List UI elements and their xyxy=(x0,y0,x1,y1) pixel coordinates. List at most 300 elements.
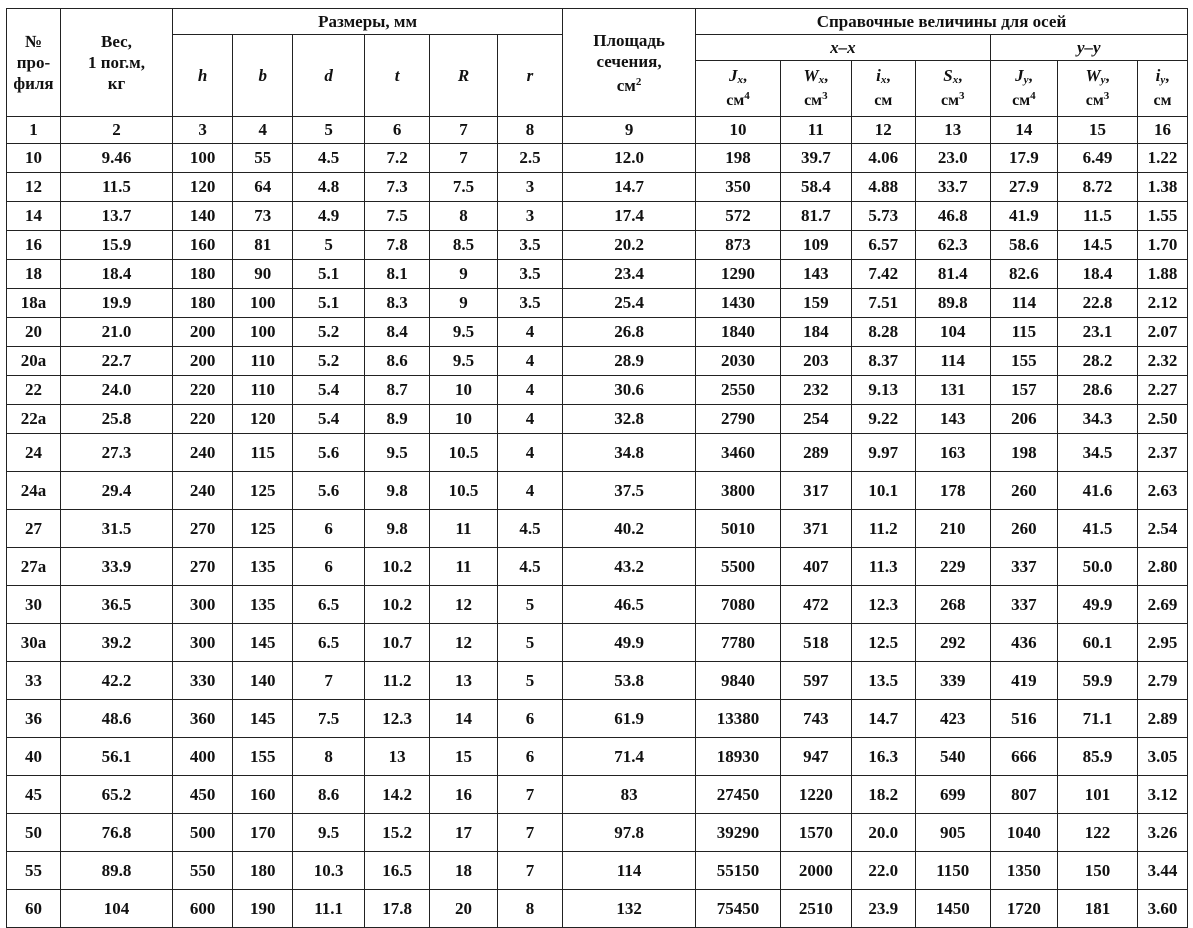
table-cell: 4 xyxy=(497,318,562,347)
table-cell: 155 xyxy=(990,347,1057,376)
table-cell: 360 xyxy=(173,700,233,738)
profile-number-cell: 18 xyxy=(7,260,61,289)
table-cell: 5010 xyxy=(695,510,780,548)
table-cell: 572 xyxy=(695,202,780,231)
table-cell: 905 xyxy=(915,814,990,852)
profile-number-cell: 24 xyxy=(7,434,61,472)
table-cell: 143 xyxy=(915,405,990,434)
table-cell: 423 xyxy=(915,700,990,738)
header-dim-r: r xyxy=(497,35,562,117)
table-cell: 4 xyxy=(497,376,562,405)
table-cell: 4.9 xyxy=(293,202,365,231)
table-cell: 46.8 xyxy=(915,202,990,231)
table-cell: 10.1 xyxy=(851,472,915,510)
table-cell: 33.9 xyxy=(60,548,172,586)
table-cell: 5.1 xyxy=(293,260,365,289)
column-number: 12 xyxy=(851,117,915,144)
table-body xyxy=(7,144,1188,928)
table-cell: 18 xyxy=(430,852,497,890)
column-number: 11 xyxy=(781,117,852,144)
header-axis-y: y–y xyxy=(990,35,1187,61)
table-cell: 75450 xyxy=(695,890,780,928)
column-number: 7 xyxy=(430,117,497,144)
table-cell: 6 xyxy=(293,510,365,548)
column-number: 2 xyxy=(60,117,172,144)
table-cell: 1430 xyxy=(695,289,780,318)
table-cell: 8.4 xyxy=(364,318,429,347)
table-cell: 8.9 xyxy=(364,405,429,434)
table-cell: 22.0 xyxy=(851,852,915,890)
table-cell: 2.80 xyxy=(1137,548,1187,586)
table-cell: 6.57 xyxy=(851,231,915,260)
table-cell: 9.5 xyxy=(364,434,429,472)
table-cell: 666 xyxy=(990,738,1057,776)
table-cell: 8.28 xyxy=(851,318,915,347)
table-cell: 3.12 xyxy=(1137,776,1187,814)
table-cell: 12 xyxy=(430,624,497,662)
profile-number-cell: 36 xyxy=(7,700,61,738)
table-cell: 85.9 xyxy=(1058,738,1138,776)
column-number: 14 xyxy=(990,117,1057,144)
table-cell: 5.73 xyxy=(851,202,915,231)
table-cell: 3800 xyxy=(695,472,780,510)
table-cell: 110 xyxy=(233,347,293,376)
profile-number-cell: 55 xyxy=(7,852,61,890)
profile-number-cell: 22 xyxy=(7,376,61,405)
table-cell: 7 xyxy=(430,144,497,173)
table-cell: 115 xyxy=(990,318,1057,347)
table-cell: 337 xyxy=(990,548,1057,586)
table-cell: 2.5 xyxy=(497,144,562,173)
table-row xyxy=(7,776,1188,814)
table-cell: 140 xyxy=(173,202,233,231)
table-row xyxy=(7,548,1188,586)
table-row xyxy=(7,586,1188,624)
table-cell: 20 xyxy=(430,890,497,928)
table-cell: 198 xyxy=(695,144,780,173)
table-cell: 4.88 xyxy=(851,173,915,202)
table-cell: 8 xyxy=(430,202,497,231)
table-cell: 83 xyxy=(563,776,696,814)
table-cell: 42.2 xyxy=(60,662,172,700)
table-cell: 159 xyxy=(781,289,852,318)
table-cell: 28.6 xyxy=(1058,376,1138,405)
table-cell: 7 xyxy=(497,852,562,890)
table-cell: 11.5 xyxy=(1058,202,1138,231)
table-cell: 947 xyxy=(781,738,852,776)
table-cell: 5.6 xyxy=(293,434,365,472)
table-cell: 11.2 xyxy=(364,662,429,700)
table-cell: 10.2 xyxy=(364,548,429,586)
table-cell: 407 xyxy=(781,548,852,586)
table-cell: 150 xyxy=(1058,852,1138,890)
table-cell: 76.8 xyxy=(60,814,172,852)
table-cell: 15.2 xyxy=(364,814,429,852)
table-cell: 26.8 xyxy=(563,318,696,347)
table-cell: 8 xyxy=(293,738,365,776)
table-cell: 7.5 xyxy=(364,202,429,231)
header-ref-iy: iy, см xyxy=(1137,61,1187,117)
table-cell: 9.8 xyxy=(364,510,429,548)
table-row xyxy=(7,700,1188,738)
table-cell: 4 xyxy=(497,434,562,472)
column-number: 15 xyxy=(1058,117,1138,144)
table-row xyxy=(7,852,1188,890)
profile-number-cell: 24a xyxy=(7,472,61,510)
table-row xyxy=(7,347,1188,376)
table-cell: 9.5 xyxy=(430,347,497,376)
profile-number-cell: 33 xyxy=(7,662,61,700)
table-cell: 180 xyxy=(173,289,233,318)
table-cell: 1720 xyxy=(990,890,1057,928)
table-cell: 1.55 xyxy=(1137,202,1187,231)
table-cell: 5.2 xyxy=(293,318,365,347)
header-axis-x: x–x xyxy=(695,35,990,61)
table-cell: 178 xyxy=(915,472,990,510)
table-cell: 135 xyxy=(233,586,293,624)
header-ref-wy: Wy, $см^3$ xyxy=(1058,61,1138,117)
table-cell: 10 xyxy=(430,405,497,434)
table-cell: 6.5 xyxy=(293,624,365,662)
table-cell: 22.7 xyxy=(60,347,172,376)
header-profile-number: № про- филя xyxy=(7,9,61,117)
table-cell: 3 xyxy=(497,173,562,202)
table-cell: 2.69 xyxy=(1137,586,1187,624)
table-cell: 11.3 xyxy=(851,548,915,586)
table-cell: 516 xyxy=(990,700,1057,738)
table-cell: 229 xyxy=(915,548,990,586)
header-dim-h: h xyxy=(173,35,233,117)
table-cell: 100 xyxy=(173,144,233,173)
table-cell: 260 xyxy=(990,510,1057,548)
table-cell: 807 xyxy=(990,776,1057,814)
table-cell: 10.7 xyxy=(364,624,429,662)
profile-number-cell: 18a xyxy=(7,289,61,318)
table-cell: 2.12 xyxy=(1137,289,1187,318)
table-cell: 240 xyxy=(173,472,233,510)
table-cell: 268 xyxy=(915,586,990,624)
table-cell: 9.13 xyxy=(851,376,915,405)
table-cell: 597 xyxy=(781,662,852,700)
table-cell: 2.37 xyxy=(1137,434,1187,472)
profile-number-cell: 30a xyxy=(7,624,61,662)
table-header xyxy=(7,9,1188,144)
table-cell: 14.7 xyxy=(563,173,696,202)
table-cell: 7.5 xyxy=(430,173,497,202)
header-dim-t: t xyxy=(364,35,429,117)
table-cell: 109 xyxy=(781,231,852,260)
table-cell: 9.5 xyxy=(293,814,365,852)
column-number: 8 xyxy=(497,117,562,144)
table-cell: 4.06 xyxy=(851,144,915,173)
table-cell: 8.6 xyxy=(293,776,365,814)
table-cell: 3 xyxy=(497,202,562,231)
table-cell: 472 xyxy=(781,586,852,624)
table-cell: 58.4 xyxy=(781,173,852,202)
table-cell: 9 xyxy=(430,289,497,318)
table-cell: 6 xyxy=(497,738,562,776)
table-cell: 289 xyxy=(781,434,852,472)
header-ref-jx: Jx, $см^4$ xyxy=(695,61,780,117)
table-cell: 2790 xyxy=(695,405,780,434)
table-cell: 6 xyxy=(293,548,365,586)
table-cell: 2000 xyxy=(781,852,852,890)
table-cell: 50.0 xyxy=(1058,548,1138,586)
header-dim-R: R xyxy=(430,35,497,117)
table-cell: 260 xyxy=(990,472,1057,510)
profile-number-cell: 14 xyxy=(7,202,61,231)
table-cell: 59.9 xyxy=(1058,662,1138,700)
table-cell: 210 xyxy=(915,510,990,548)
table-cell: 7.8 xyxy=(364,231,429,260)
table-cell: 1.22 xyxy=(1137,144,1187,173)
header-ref-wx: Wx, $см^3$ xyxy=(781,61,852,117)
profile-number-cell: 30 xyxy=(7,586,61,624)
table-cell: 17.4 xyxy=(563,202,696,231)
table-cell: 89.8 xyxy=(60,852,172,890)
table-cell: 232 xyxy=(781,376,852,405)
table-cell: 2.50 xyxy=(1137,405,1187,434)
table-cell: 135 xyxy=(233,548,293,586)
table-cell: 27450 xyxy=(695,776,780,814)
table-cell: 2.07 xyxy=(1137,318,1187,347)
table-cell: 3.5 xyxy=(497,260,562,289)
table-cell: 41.6 xyxy=(1058,472,1138,510)
table-cell: 24.0 xyxy=(60,376,172,405)
profile-number-cell: 12 xyxy=(7,173,61,202)
table-cell: 81 xyxy=(233,231,293,260)
table-cell: 53.8 xyxy=(563,662,696,700)
table-cell: 11.1 xyxy=(293,890,365,928)
table-cell: 12 xyxy=(430,586,497,624)
table-cell: 2510 xyxy=(781,890,852,928)
table-cell: 1290 xyxy=(695,260,780,289)
table-cell: 18.2 xyxy=(851,776,915,814)
table-cell: 699 xyxy=(915,776,990,814)
table-cell: 16.5 xyxy=(364,852,429,890)
table-cell: 100 xyxy=(233,318,293,347)
profile-number-cell: 60 xyxy=(7,890,61,928)
table-cell: 450 xyxy=(173,776,233,814)
table-cell: 9.46 xyxy=(60,144,172,173)
table-row xyxy=(7,738,1188,776)
table-cell: 18.4 xyxy=(60,260,172,289)
table-cell: 14.2 xyxy=(364,776,429,814)
table-cell: 110 xyxy=(233,376,293,405)
table-cell: 10.3 xyxy=(293,852,365,890)
table-cell: 8.1 xyxy=(364,260,429,289)
table-cell: 18.4 xyxy=(1058,260,1138,289)
table-cell: 9.22 xyxy=(851,405,915,434)
table-cell: 4.5 xyxy=(497,510,562,548)
profile-number-cell: 27a xyxy=(7,548,61,586)
table-cell: 145 xyxy=(233,624,293,662)
table-cell: 23.9 xyxy=(851,890,915,928)
profile-number-cell: 10 xyxy=(7,144,61,173)
table-cell: 198 xyxy=(990,434,1057,472)
table-cell: 5.1 xyxy=(293,289,365,318)
table-cell: 34.5 xyxy=(1058,434,1138,472)
table-cell: 23.0 xyxy=(915,144,990,173)
table-cell: 200 xyxy=(173,347,233,376)
table-cell: 292 xyxy=(915,624,990,662)
table-cell: 41.9 xyxy=(990,202,1057,231)
table-cell: 160 xyxy=(173,231,233,260)
table-row xyxy=(7,231,1188,260)
table-cell: 160 xyxy=(233,776,293,814)
table-cell: 1.70 xyxy=(1137,231,1187,260)
table-row xyxy=(7,376,1188,405)
table-cell: 12.3 xyxy=(364,700,429,738)
table-cell: 14.7 xyxy=(851,700,915,738)
table-cell: 10 xyxy=(430,376,497,405)
table-cell: 11.2 xyxy=(851,510,915,548)
table-cell: 6.49 xyxy=(1058,144,1138,173)
table-cell: 2.79 xyxy=(1137,662,1187,700)
table-cell: 6.5 xyxy=(293,586,365,624)
table-cell: 8 xyxy=(497,890,562,928)
header-section-area: Площадь сечения, $см^2$ xyxy=(563,9,696,117)
table-cell: 40.2 xyxy=(563,510,696,548)
table-cell: 540 xyxy=(915,738,990,776)
table-cell: 5 xyxy=(497,624,562,662)
header-weight: Вес, 1 пог.м, кг xyxy=(60,9,172,117)
table-cell: 17.9 xyxy=(990,144,1057,173)
table-cell: 2.89 xyxy=(1137,700,1187,738)
table-cell: 240 xyxy=(173,434,233,472)
table-cell: 9 xyxy=(430,260,497,289)
table-cell: 1220 xyxy=(781,776,852,814)
table-cell: 5.6 xyxy=(293,472,365,510)
table-cell: 14 xyxy=(430,700,497,738)
header-ref-ix: ix, см xyxy=(851,61,915,117)
table-cell: 49.9 xyxy=(563,624,696,662)
table-cell: 181 xyxy=(1058,890,1138,928)
column-number: 1 xyxy=(7,117,61,144)
table-cell: 10.5 xyxy=(430,472,497,510)
table-cell: 89.8 xyxy=(915,289,990,318)
table-cell: 15.9 xyxy=(60,231,172,260)
table-cell: 145 xyxy=(233,700,293,738)
header-ref-jy: Jy, $см^4$ xyxy=(990,61,1057,117)
table-cell: 21.0 xyxy=(60,318,172,347)
table-cell: 30.6 xyxy=(563,376,696,405)
table-cell: 114 xyxy=(990,289,1057,318)
column-number: 9 xyxy=(563,117,696,144)
table-cell: 5.4 xyxy=(293,376,365,405)
table-cell: 125 xyxy=(233,472,293,510)
table-cell: 25.4 xyxy=(563,289,696,318)
table-cell: 114 xyxy=(563,852,696,890)
table-cell: 131 xyxy=(915,376,990,405)
table-cell: 28.2 xyxy=(1058,347,1138,376)
table-cell: 300 xyxy=(173,586,233,624)
table-cell: 220 xyxy=(173,376,233,405)
table-cell: 5500 xyxy=(695,548,780,586)
table-cell: 500 xyxy=(173,814,233,852)
table-cell: 34.3 xyxy=(1058,405,1138,434)
table-cell: 7780 xyxy=(695,624,780,662)
table-cell: 143 xyxy=(781,260,852,289)
table-cell: 56.1 xyxy=(60,738,172,776)
table-cell: 436 xyxy=(990,624,1057,662)
table-cell: 7.5 xyxy=(293,700,365,738)
table-cell: 300 xyxy=(173,624,233,662)
table-row xyxy=(7,814,1188,852)
table-row xyxy=(7,173,1188,202)
table-cell: 14.5 xyxy=(1058,231,1138,260)
table-cell: 8.37 xyxy=(851,347,915,376)
column-number-row xyxy=(7,117,1188,144)
table-cell: 8.72 xyxy=(1058,173,1138,202)
table-cell: 19.9 xyxy=(60,289,172,318)
table-cell: 200 xyxy=(173,318,233,347)
table-cell: 13 xyxy=(364,738,429,776)
i-beam-table xyxy=(6,8,1188,928)
table-cell: 4.5 xyxy=(293,144,365,173)
profile-number-cell: 22a xyxy=(7,405,61,434)
table-cell: 4.8 xyxy=(293,173,365,202)
table-cell: 132 xyxy=(563,890,696,928)
table-cell: 4.5 xyxy=(497,548,562,586)
table-cell: 23.4 xyxy=(563,260,696,289)
table-cell: 11.5 xyxy=(60,173,172,202)
column-number: 16 xyxy=(1137,117,1187,144)
table-cell: 1450 xyxy=(915,890,990,928)
header-dim-b: b xyxy=(233,35,293,117)
table-cell: 155 xyxy=(233,738,293,776)
table-cell: 518 xyxy=(781,624,852,662)
table-cell: 400 xyxy=(173,738,233,776)
table-cell: 7.42 xyxy=(851,260,915,289)
table-cell: 371 xyxy=(781,510,852,548)
table-cell: 873 xyxy=(695,231,780,260)
table-cell: 3.05 xyxy=(1137,738,1187,776)
table-cell: 71.1 xyxy=(1058,700,1138,738)
table-cell: 27.9 xyxy=(990,173,1057,202)
table-cell: 7 xyxy=(293,662,365,700)
table-cell: 350 xyxy=(695,173,780,202)
table-cell: 11 xyxy=(430,548,497,586)
table-cell: 104 xyxy=(915,318,990,347)
profile-number-cell: 40 xyxy=(7,738,61,776)
table-cell: 20.2 xyxy=(563,231,696,260)
table-cell: 8.7 xyxy=(364,376,429,405)
table-cell: 7.2 xyxy=(364,144,429,173)
table-cell: 114 xyxy=(915,347,990,376)
table-cell: 16.3 xyxy=(851,738,915,776)
table-cell: 36.5 xyxy=(60,586,172,624)
table-cell: 27.3 xyxy=(60,434,172,472)
table-cell: 9840 xyxy=(695,662,780,700)
table-cell: 4 xyxy=(497,472,562,510)
table-cell: 2030 xyxy=(695,347,780,376)
table-cell: 17 xyxy=(430,814,497,852)
table-row xyxy=(7,289,1188,318)
header-reference-values-group: Справочные величины для осей xyxy=(695,9,1187,35)
profile-number-cell: 16 xyxy=(7,231,61,260)
table-cell: 157 xyxy=(990,376,1057,405)
table-cell: 9.8 xyxy=(364,472,429,510)
table-cell: 3460 xyxy=(695,434,780,472)
table-cell: 49.9 xyxy=(1058,586,1138,624)
table-cell: 270 xyxy=(173,510,233,548)
table-cell: 4 xyxy=(497,347,562,376)
table-cell: 115 xyxy=(233,434,293,472)
table-cell: 2.32 xyxy=(1137,347,1187,376)
table-cell: 90 xyxy=(233,260,293,289)
table-cell: 64 xyxy=(233,173,293,202)
